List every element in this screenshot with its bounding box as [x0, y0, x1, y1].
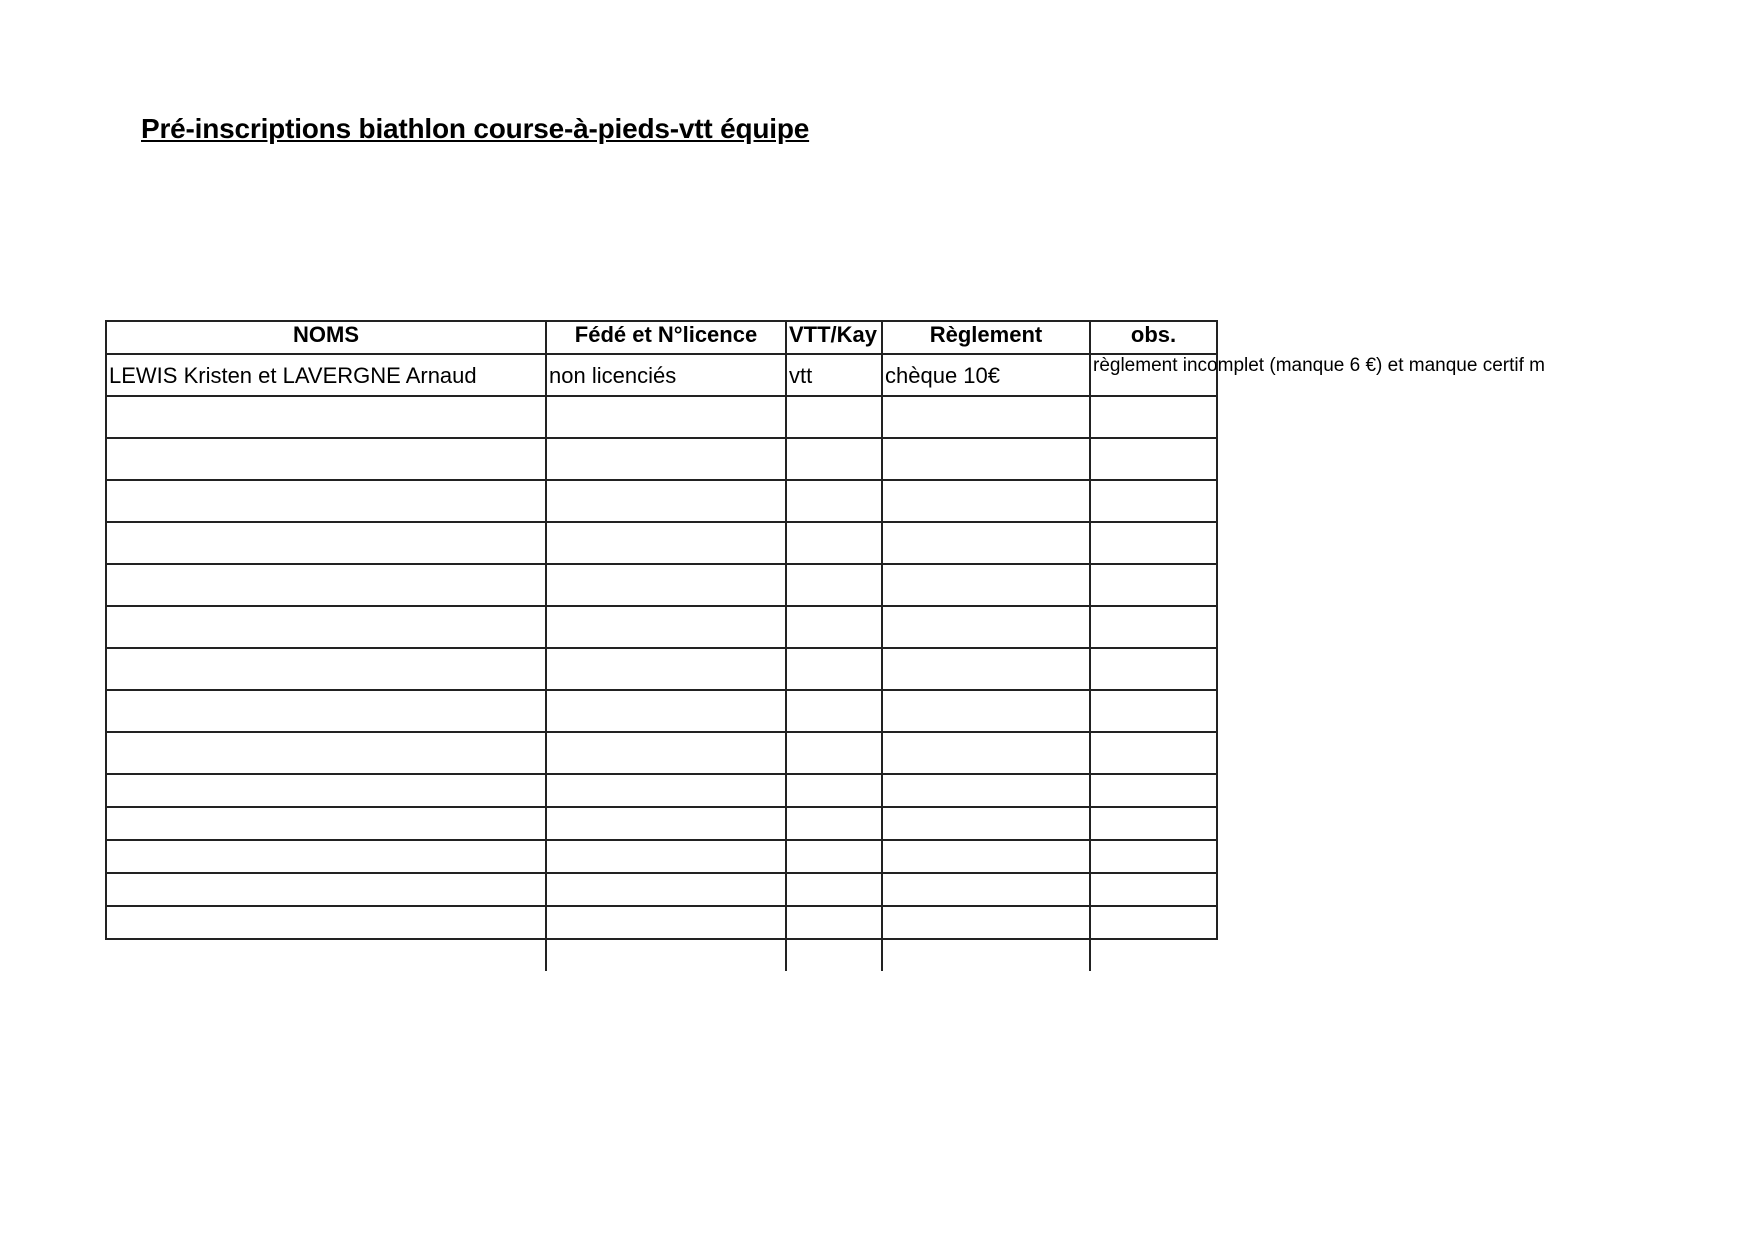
table-row-divider [105, 605, 1218, 607]
table-row-divider [105, 905, 1218, 907]
cell-noms: LEWIS Kristen et LAVERGNE Arnaud [109, 363, 477, 388]
table-row-divider [105, 563, 1218, 565]
cell-reglement: chèque 10€ [885, 363, 1000, 388]
header-licence: Fédé et N°licence [574, 322, 758, 347]
header-obs: obs. [1130, 322, 1177, 347]
table-row-divider [105, 872, 1218, 874]
table-row-divider [105, 395, 1218, 397]
table-row-divider [105, 839, 1218, 841]
cell-licence: non licenciés [549, 363, 677, 388]
table-row-divider [105, 689, 1218, 691]
table-row-divider [105, 731, 1218, 733]
table-row-divider [105, 479, 1218, 481]
cell-type: vtt [789, 363, 813, 388]
table-row-divider [105, 353, 1218, 355]
table-row-divider [105, 521, 1218, 523]
cell-obs: règlement incomplet (manque 6 €) et manque certif m [1093, 355, 1545, 376]
table-col-divider [881, 320, 883, 971]
header-vtt-kay: VTT/Kay [788, 322, 878, 347]
header-reglement: Règlement [929, 322, 1043, 347]
table-col-divider [1089, 320, 1091, 971]
page-title: Pré-inscriptions biathlon course-à-pieds-vtt équipe [141, 113, 810, 144]
header-noms: NOMS [293, 322, 359, 347]
table-row-divider [105, 437, 1218, 439]
table-border-right [1216, 320, 1218, 940]
table-row-divider [105, 647, 1218, 649]
table-col-divider [545, 320, 547, 971]
table-row-divider [105, 773, 1218, 775]
table-row-divider [105, 806, 1218, 808]
table-col-divider [785, 320, 787, 971]
table-border-left [105, 320, 107, 940]
table-border-bottom [105, 938, 1218, 940]
